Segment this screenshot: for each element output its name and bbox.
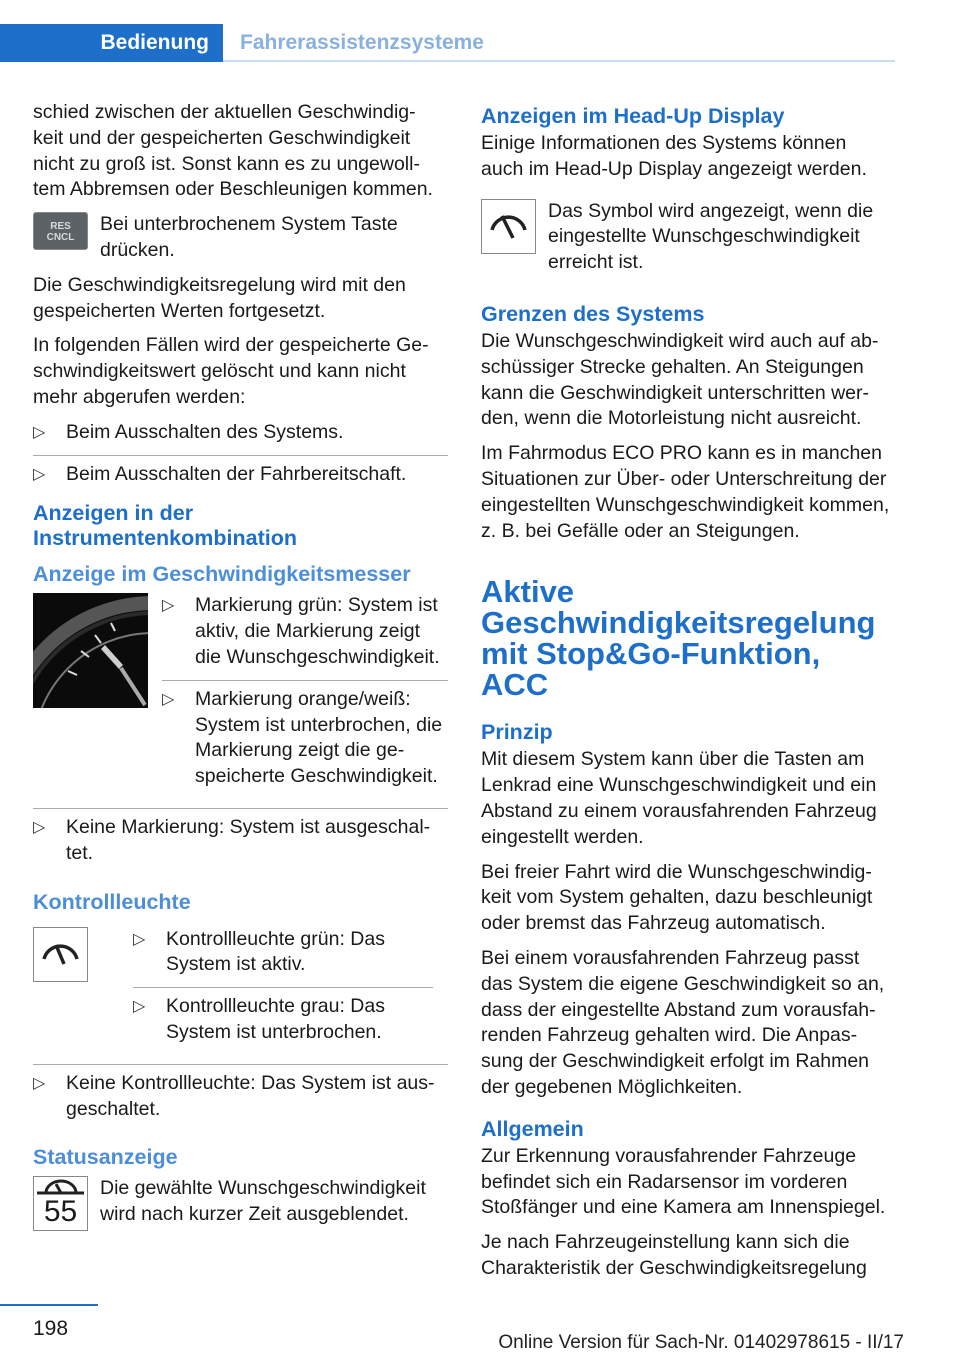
paragraph: Zur Erkennung vorausfahrender Fahrzeuge befindet sich ein Radarsensor im vorderen Stoßfänger und eine Kamera am Innenspiegel.	[481, 1144, 886, 1219]
triangle-bullet-icon: ▷	[33, 423, 46, 441]
section-heading: Allgemein	[481, 1116, 584, 1141]
paragraph: Mit diesem System kann über die Tasten am Lenkrad eine Wunschgeschwindigkeit und ein Abstand zu einem vorausfahrenden Fahrzeug eingestellt werden.	[481, 748, 877, 848]
tab-bedienung[interactable]: Bedienung	[0, 24, 223, 62]
paragraph: schied zwischen der aktuellen Geschwindig‐ keit und der gespeicherten Geschwindigkeit nicht zu groß ist. Sonst kann es zu ungewoll‐ tem Abbremsen oder Beschleunigen kommen.	[33, 101, 433, 201]
online-version-note: Online Version für Sach-Nr. 01402978615 - II/17	[498, 1332, 904, 1353]
paragraph: Je nach Fahrzeugeinstellung kann sich die Charakteristik der Geschwindigkeitsregelung	[481, 1231, 867, 1279]
speedometer-row	[33, 593, 448, 799]
paragraph: Bei einem vorausfahrenden Fahrzeug passt das System die eigene Geschwindigkeit so an, dass der eingestellte Abstand zum vorausfah‐ renden Fahrzeug gehalten wird. Die Anpas‐ sung der Geschwindigkeit erfolgt im Rahmen der gegebenen Möglichkeiten.	[481, 946, 885, 1098]
speedometer-marking-image	[33, 593, 148, 708]
header-divider	[223, 60, 895, 62]
footer-rule	[0, 1304, 98, 1306]
cruise-indicator-icon	[33, 927, 88, 982]
list-item: ▷ Keine Kontrollleuchte: Das System ist aus‐ geschaltet.	[33, 1064, 448, 1123]
res-cncl-row	[33, 212, 448, 264]
triangle-bullet-icon: ▷	[33, 818, 46, 836]
speedometer-list-2	[33, 808, 448, 867]
status-speed-icon	[33, 1176, 88, 1231]
paragraph: Einige Informationen des Systems können auch im Head-Up Display angezeigt werden.	[481, 132, 867, 180]
paragraph: Die Wunschgeschwindigkeit wird auch auf ab‐ schüssiger Strecke gehalten. An Steigungen kann die Geschwindigkeit unterschritten wer‐ den, wenn die Motorleistung nicht ausreicht.	[481, 329, 879, 430]
speedometer-list	[162, 593, 448, 799]
subsection-heading: Statusanzeige	[33, 1145, 178, 1170]
indicator-list-2	[33, 1064, 448, 1123]
status-row	[33, 1176, 448, 1231]
tab-fahrerassistenzsysteme[interactable]: Fahrerassistenzsysteme	[240, 31, 484, 54]
paragraph: In folgenden Fällen wird der gespeicherte Ge‐ schwindigkeitswert gelöscht und kann nicht mehr abgerufen werden:	[33, 334, 429, 408]
hud-row	[481, 199, 891, 276]
subsection-heading: Anzeige im Geschwindigkeitsmesser	[33, 562, 411, 587]
paragraph: Die Geschwindigkeitsregelung wird mit den gespeicherten Werten fortgesetzt.	[33, 273, 406, 322]
triangle-bullet-icon: ▷	[33, 1074, 46, 1092]
triangle-bullet-icon: ▷	[162, 690, 175, 708]
triangle-bullet-icon: ▷	[133, 930, 146, 948]
hud-icon-text: Das Symbol wird angezeigt, wenn die eingestellte Wunschgeschwindigkeit erreicht ist.	[548, 199, 874, 274]
list-item: ▷ Beim Ausschalten der Fahrbereitschaft.	[33, 455, 448, 488]
page-number: 198	[33, 1317, 69, 1340]
chapter-heading: Aktive Geschwindigkeitsregelung mit Stop&Go-Funktion, ACC	[481, 574, 876, 703]
left-column	[33, 100, 448, 1240]
triangle-bullet-icon: ▷	[162, 597, 175, 615]
list-item: ▷ Markierung orange/weiß: System ist unterbrochen, die Markierung zeigt die ge‐ speicherte Geschwindigkeit.	[162, 680, 448, 790]
list-item: ▷ Kontrollleuchte grün: Das System ist aktiv.	[133, 927, 385, 976]
triangle-bullet-icon: ▷	[133, 998, 146, 1016]
res-cncl-button-icon: RES CNCL	[33, 212, 88, 250]
list-item: ▷ Kontrollleuchte grau: Das System ist unterbrochen.	[133, 987, 433, 1046]
paragraph: Bei freier Fahrt wird die Wunschgeschwindig‐ keit vom System gehalten, dazu beschleunigt oder bremst das Fahrzeug automatisch.	[481, 860, 873, 935]
list-item: ▷ Beim Ausschalten des Systems.	[33, 420, 448, 446]
status-speed-value: 55	[43, 1195, 78, 1229]
right-column	[481, 100, 891, 1291]
reset-list	[33, 420, 448, 488]
header-tabbar	[0, 24, 895, 62]
section-heading: Grenzen des Systems	[481, 301, 705, 326]
indicator-light-row	[33, 927, 448, 1055]
status-text: Die gewählte Wunschgeschwindigkeit wird nach kurzer Zeit ausgeblendet.	[100, 1177, 426, 1226]
subsection-heading: Kontrollleuchte	[33, 889, 191, 914]
indicator-list	[133, 927, 433, 1055]
triangle-bullet-icon: ▷	[33, 465, 46, 483]
list-item: ▷ Markierung grün: System ist aktiv, die Markierung zeigt die Wunschgeschwindigkeit.	[162, 594, 440, 668]
section-heading: Prinzip	[481, 720, 553, 745]
hud-speed-reached-icon	[481, 199, 536, 254]
section-heading: Anzeigen in der Instrumentenkombination	[33, 501, 297, 551]
res-cncl-text: Bei unterbrochenem System Taste drücken.	[100, 213, 398, 261]
paragraph: Im Fahrmodus ECO PRO kann es in manchen Situationen zur Über- oder Unterschreitung der eingestellten Wunschgeschwindigkeit kommen, z. B. bei Gefälle oder an Steigungen.	[481, 442, 890, 542]
list-item: ▷ Keine Markierung: System ist ausgeschal‐ tet.	[33, 808, 448, 867]
section-heading: Anzeigen im Head-Up Display	[481, 104, 785, 128]
